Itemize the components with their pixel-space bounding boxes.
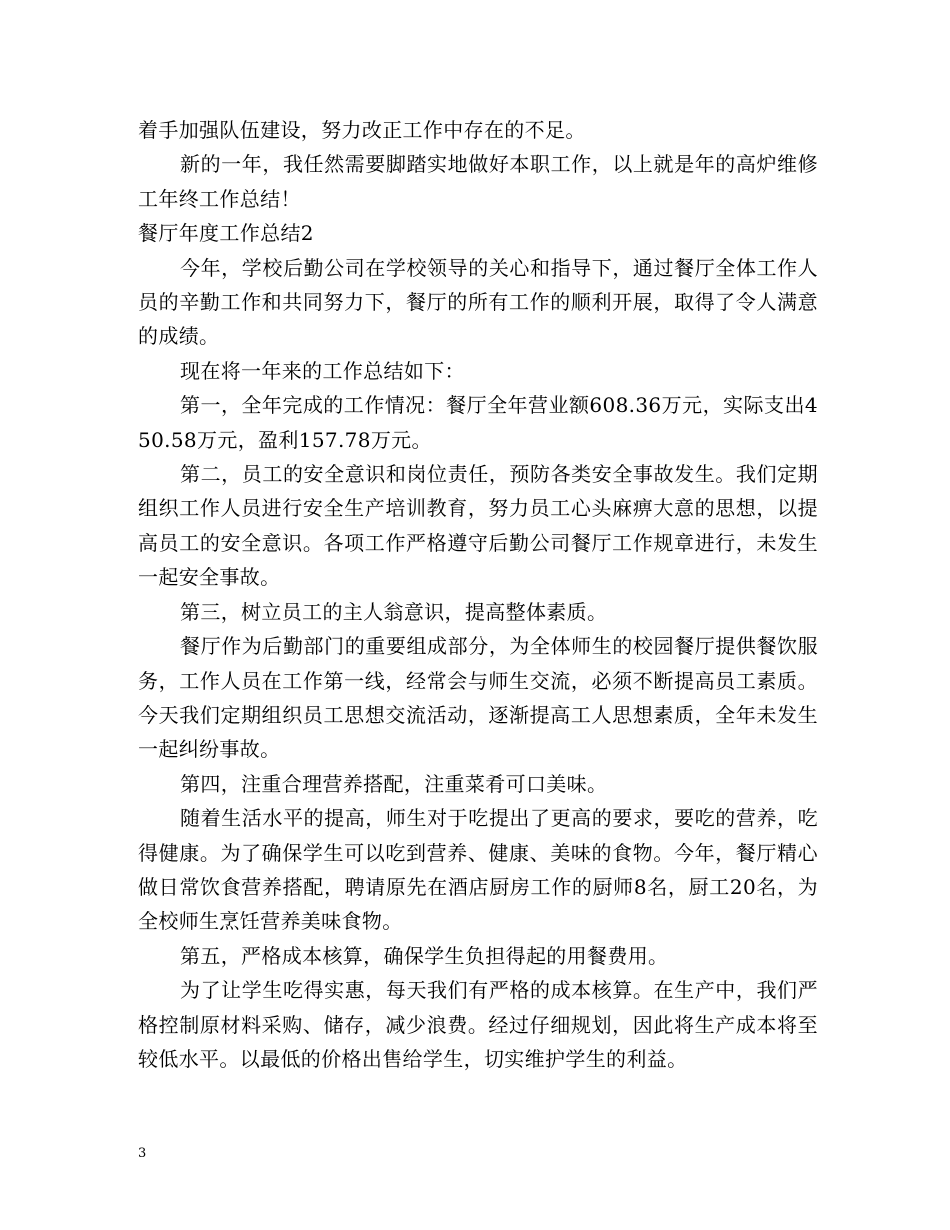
- paragraph-point-two: 第二，员工的安全意识和岗位责任，预防各类安全事故发生。我们定期组织工作人员进行安全生产培训教育，努力员工心头麻痹大意的思想，以提高员工的安全意识。各项工作严格遵守后勤公司餐厅工作规章进行，未发生一起安全事故。: [138, 462, 818, 590]
- paragraph-point-one: 第一，全年完成的工作情况：餐厅全年营业额608.36万元，实际支出450.58万元，盈利157.78万元。: [138, 393, 818, 452]
- paragraph-point-four: 第四，注重合理营养搭配，注重菜肴可口美味。: [180, 771, 608, 796]
- paragraph-point-three-detail: 餐厅作为后勤部门的重要组成部分，为全体师生的校园餐厅提供餐饮服务，工作人员在工作第一线，经常会与师生交流，必须不断提高员工素质。今天我们定期组织员工思想交流活动，逐渐提高工人思想素质，全年未发生一起纠纷事故。: [138, 634, 818, 762]
- paragraph-point-five-detail: 为了让学生吃得实惠，每天我们有严格的成本核算。在生产中，我们严格控制原材料采购、储存，减少浪费。经过仔细规划，因此将生产成本将至较低水平。以最低的价格出售给学生，切实维护学生的利益。: [138, 978, 818, 1071]
- paragraph-new-year: 新的一年，我任然需要脚踏实地做好本职工作，以上就是年的高炉维修工年终工作总结！: [138, 152, 818, 211]
- paragraph-point-five: 第五，严格成本核算，确保学生负担得起的用餐费用。: [180, 943, 669, 968]
- paragraph-point-three: 第三，树立员工的主人翁意识，提高整体素质。: [180, 599, 608, 624]
- paragraph-intro: 今年，学校后勤公司在学校领导的关心和指导下，通过餐厅全体工作人员的辛勤工作和共同努力下，餐厅的所有工作的顺利开展，取得了令人满意的成绩。: [138, 255, 818, 349]
- paragraph-summary-lead: 现在将一年来的工作总结如下：: [180, 358, 465, 383]
- paragraph-point-four-detail: 随着生活水平的提高，师生对于吃提出了更高的要求，要吃的营养，吃得健康。为了确保学生可以吃到营养、健康、美味的食物。今年，餐厅精心做日常饮食营养搭配，聘请原先在酒店厨房工作的厨师8名，厨工20名，为全校师生烹饪营养美味食物。: [138, 806, 818, 934]
- paragraph-continuation: 着手加强队伍建设，努力改正工作中存在的不足。: [138, 118, 586, 142]
- page-number: 3: [138, 1146, 147, 1161]
- section-heading: 餐厅年度工作总结2: [138, 221, 314, 246]
- document-body: [138, 113, 818, 1076]
